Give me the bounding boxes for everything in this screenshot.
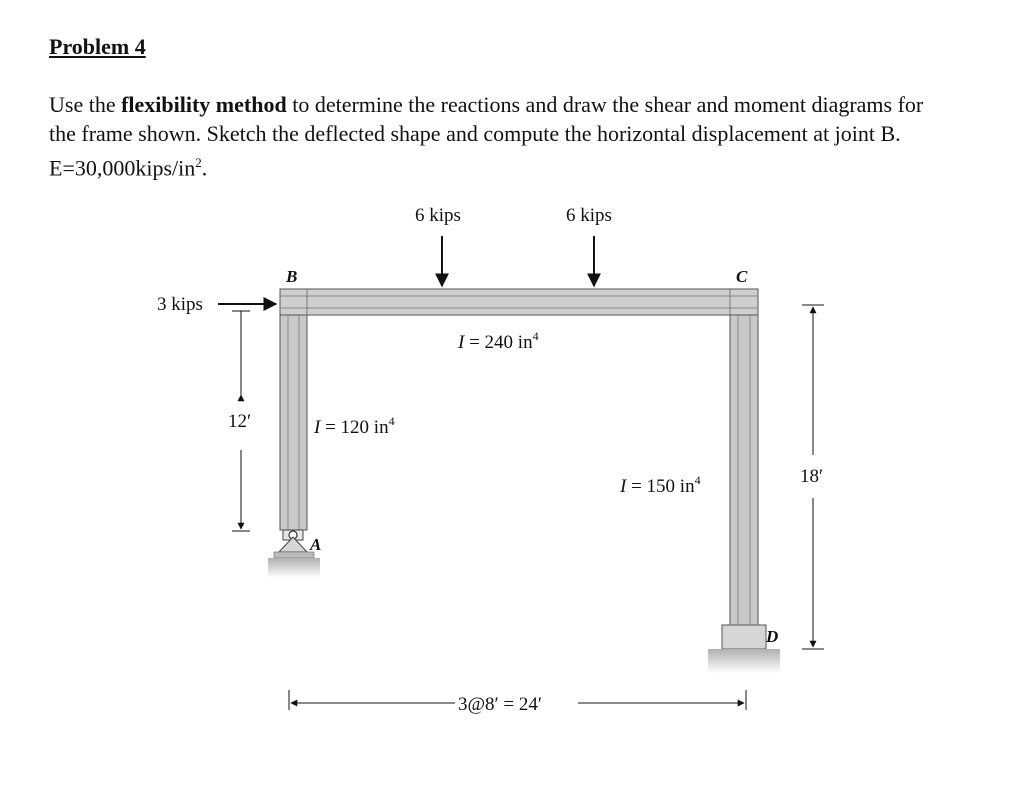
vertical-load-2 [566,205,612,286]
left-height-dimension [228,311,251,531]
left-height-label: 12′ [228,411,252,432]
joint-d-label: D [766,627,779,646]
statement-text-start: Use the [49,92,122,117]
vertical-load-1 [415,205,461,286]
statement-text-end: . [201,155,208,181]
right-column-inertia-label: I = 150 $in^4$ [620,473,701,497]
problem-title: Problem 4 [49,34,146,59]
horizontal-load-label: 3 kips [157,294,203,315]
right-height-label: 18′ [800,466,824,487]
vertical-load-2-label: 6 kips [566,205,612,226]
span-dimension [289,690,746,715]
span-label: 3@8′ = 24′ [458,694,543,715]
beam-inertia-label: I = 240 $in^4$ [458,329,539,353]
left-column [280,312,307,530]
horizontal-load [157,294,276,315]
statement-text-main: to determine the reactions and draw the shear and moment diagrams for the frame shown. Sketch the deflected shape and compute the horizontal displacement at joint B. E=30,000kips/in [49,92,924,181]
right-height-dimension [800,305,824,649]
left-column-inertia-label: I = 120 $in^4$ [314,414,395,438]
statement-superscript: 2 [195,155,202,170]
joint-c-label: C [736,267,748,286]
beam-bc [280,289,758,315]
joint-a-label: A [310,535,322,554]
statement-bold-phrase: flexibility method [121,92,287,117]
joint-b-label: B [286,267,298,286]
right-column [730,312,758,625]
vertical-load-1-label: 6 kips [415,205,461,226]
